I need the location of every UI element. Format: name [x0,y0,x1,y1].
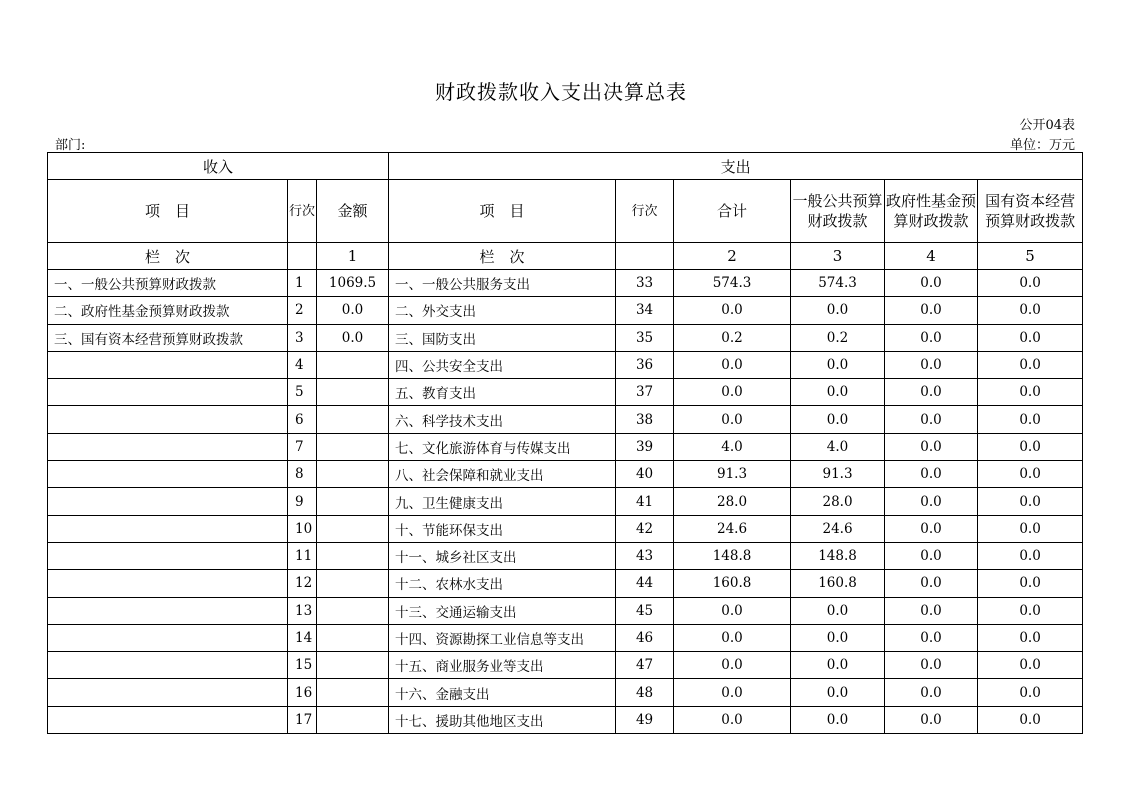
income-item-cell [48,379,288,406]
income-amount-cell [317,706,389,733]
income-item-cell [48,351,288,378]
income-item-cell [48,706,288,733]
total-cell: 28.0 [674,488,791,515]
table-row [48,652,1083,679]
expense-row-no-cell: 34 [616,297,674,324]
expense-item-cell: 一、一般公共服务支出 [389,270,616,297]
income-amount-cell [317,652,389,679]
table-row [48,679,1083,706]
fund-budget-cell: 0.0 [885,461,978,488]
income-amount-cell: 0.0 [317,324,389,351]
total-cell: 574.3 [674,270,791,297]
expense-item-cell: 六、科学技术支出 [389,406,616,433]
fund-budget-cell: 0.0 [885,270,978,297]
general-budget-header: 一般公共预算财政拨款 [791,180,885,243]
expense-item-cell: 十二、农林水支出 [389,570,616,597]
expense-row-no-cell: 45 [616,597,674,624]
expense-item-cell: 十、节能环保支出 [389,515,616,542]
expense-item-cell: 五、教育支出 [389,379,616,406]
income-row-no-cell: 4 [288,351,317,378]
income-row-no-cell: 7 [288,433,317,460]
total-cell: 0.0 [674,379,791,406]
capital-budget-cell: 0.0 [978,433,1083,460]
general-budget-cell: 91.3 [791,461,885,488]
income-row-no-cell: 9 [288,488,317,515]
fund-budget-cell: 0.0 [885,297,978,324]
income-row-no-cell: 13 [288,597,317,624]
general-budget-cell: 0.0 [791,652,885,679]
fund-budget-cell: 0.0 [885,324,978,351]
table-row [48,297,1083,324]
col-number-2: 2 [674,243,791,270]
income-lanci-blank [288,243,317,270]
expense-row-no-cell: 33 [616,270,674,297]
capital-budget-cell: 0.0 [978,706,1083,733]
income-row-no-cell: 2 [288,297,317,324]
expense-item-cell: 二、外交支出 [389,297,616,324]
capital-budget-cell: 0.0 [978,461,1083,488]
expense-row-no-cell: 39 [616,433,674,460]
table-row [48,488,1083,515]
table-row [48,406,1083,433]
fund-budget-cell: 0.0 [885,406,978,433]
capital-budget-cell: 0.0 [978,379,1083,406]
fund-budget-cell: 0.0 [885,379,978,406]
total-cell: 0.0 [674,706,791,733]
general-budget-cell: 0.0 [791,379,885,406]
income-row-no-cell: 8 [288,461,317,488]
col-number-3: 3 [791,243,885,270]
income-row-no-cell: 11 [288,542,317,569]
expense-item-cell: 十六、金融支出 [389,679,616,706]
income-row-no-cell: 10 [288,515,317,542]
expense-item-cell: 四、公共安全支出 [389,351,616,378]
expense-row-no-cell: 40 [616,461,674,488]
capital-budget-cell: 0.0 [978,624,1083,651]
capital-budget-cell: 0.0 [978,324,1083,351]
expense-row-no-cell: 43 [616,542,674,569]
income-amount-header: 金额 [317,180,389,243]
fund-budget-cell: 0.0 [885,351,978,378]
income-amount-cell [317,433,389,460]
expense-item-cell: 九、卫生健康支出 [389,488,616,515]
capital-budget-cell: 0.0 [978,406,1083,433]
income-amount-cell [317,542,389,569]
capital-budget-cell: 0.0 [978,515,1083,542]
expense-item-cell: 十七、援助其他地区支出 [389,706,616,733]
income-lanci-label: 栏 次 [48,243,288,270]
income-amount-cell [317,624,389,651]
capital-budget-cell: 0.0 [978,652,1083,679]
expense-row-no-cell: 37 [616,379,674,406]
form-number: 公开04表 [1019,118,1075,133]
general-budget-cell: 0.0 [791,351,885,378]
income-item-cell: 三、国有资本经营预算财政拨款 [48,324,288,351]
general-budget-cell: 574.3 [791,270,885,297]
table-row [48,379,1083,406]
total-cell: 24.6 [674,515,791,542]
fund-budget-cell: 0.0 [885,433,978,460]
income-row-no-cell: 6 [288,406,317,433]
expense-item-cell: 十五、商业服务业等支出 [389,652,616,679]
general-budget-cell: 0.0 [791,297,885,324]
expense-lanci-label: 栏 次 [389,243,616,270]
income-amount-cell [317,597,389,624]
total-cell: 91.3 [674,461,791,488]
total-cell: 0.0 [674,597,791,624]
expense-row-no-cell: 44 [616,570,674,597]
expense-row-no-cell: 35 [616,324,674,351]
total-cell: 148.8 [674,542,791,569]
fund-budget-cell: 0.0 [885,515,978,542]
table-row [48,570,1083,597]
table-row [48,270,1083,297]
table-row [48,324,1083,351]
page-title: 财政拨款收入支出决算总表 [435,80,687,104]
income-amount-cell [317,570,389,597]
income-item-cell [48,515,288,542]
income-amount-cell [317,515,389,542]
general-budget-cell: 4.0 [791,433,885,460]
table-row [48,515,1083,542]
fund-budget-cell: 0.0 [885,542,978,569]
expense-row-no-cell: 38 [616,406,674,433]
income-row-no-cell: 1 [288,270,317,297]
fund-budget-header: 政府性基金预算财政拨款 [885,180,978,243]
income-amount-cell [317,488,389,515]
income-item-cell [48,461,288,488]
expense-item-cell: 十四、资源勘探工业信息等支出 [389,624,616,651]
income-row-no-cell: 15 [288,652,317,679]
general-budget-cell: 0.0 [791,679,885,706]
income-item-cell [48,433,288,460]
fund-budget-cell: 0.0 [885,624,978,651]
income-row-no-cell: 14 [288,624,317,651]
total-cell: 160.8 [674,570,791,597]
general-budget-cell: 0.0 [791,597,885,624]
income-item-header: 项 目 [48,180,288,243]
income-row-no-cell: 12 [288,570,317,597]
capital-budget-cell: 0.0 [978,297,1083,324]
total-cell: 0.0 [674,406,791,433]
capital-budget-cell: 0.0 [978,597,1083,624]
expense-row-no-header: 行次 [616,180,674,243]
income-section-header: 收入 [48,153,389,180]
income-amount-cell: 1069.5 [317,270,389,297]
fund-budget-cell: 0.0 [885,488,978,515]
income-item-cell [48,406,288,433]
section-header-row [48,153,1083,180]
income-item-cell: 一、一般公共预算财政拨款 [48,270,288,297]
budget-summary-table [47,152,1083,734]
total-cell: 0.0 [674,679,791,706]
income-item-cell [48,570,288,597]
expense-row-no-cell: 46 [616,624,674,651]
expense-item-cell: 十三、交通运输支出 [389,597,616,624]
col-number-4: 4 [885,243,978,270]
income-amount-cell: 0.0 [317,297,389,324]
income-amount-cell [317,679,389,706]
general-budget-cell: 0.2 [791,324,885,351]
capital-budget-cell: 0.0 [978,270,1083,297]
fund-budget-cell: 0.0 [885,570,978,597]
income-item-cell [48,624,288,651]
capital-budget-header: 国有资本经营预算财政拨款 [978,180,1083,243]
income-row-no-cell: 5 [288,379,317,406]
general-budget-cell: 0.0 [791,706,885,733]
column-number-row [48,243,1083,270]
total-cell: 0.0 [674,297,791,324]
total-cell: 0.0 [674,652,791,679]
income-item-cell [48,597,288,624]
total-cell: 0.0 [674,624,791,651]
expense-lanci-blank [616,243,674,270]
table-row [48,597,1083,624]
income-amount-cell [317,351,389,378]
total-cell: 0.2 [674,324,791,351]
income-row-no-cell: 17 [288,706,317,733]
total-header: 合计 [674,180,791,243]
table-row [48,433,1083,460]
general-budget-cell: 160.8 [791,570,885,597]
expense-item-cell: 十一、城乡社区支出 [389,542,616,569]
expense-row-no-cell: 41 [616,488,674,515]
capital-budget-cell: 0.0 [978,542,1083,569]
expense-row-no-cell: 47 [616,652,674,679]
total-cell: 4.0 [674,433,791,460]
fund-budget-cell: 0.0 [885,706,978,733]
table-row [48,624,1083,651]
capital-budget-cell: 0.0 [978,679,1083,706]
expense-section-header: 支出 [389,153,1083,180]
income-item-cell: 二、政府性基金预算财政拨款 [48,297,288,324]
income-amount-cell [317,406,389,433]
income-item-cell [48,652,288,679]
total-cell: 0.0 [674,351,791,378]
expense-row-no-cell: 42 [616,515,674,542]
department-label: 部门: [55,138,86,153]
col-number-5: 5 [978,243,1083,270]
general-budget-cell: 28.0 [791,488,885,515]
expense-item-cell: 三、国防支出 [389,324,616,351]
general-budget-cell: 0.0 [791,624,885,651]
general-budget-cell: 148.8 [791,542,885,569]
income-item-cell [48,488,288,515]
capital-budget-cell: 0.0 [978,488,1083,515]
general-budget-cell: 0.0 [791,406,885,433]
expense-row-no-cell: 36 [616,351,674,378]
expense-row-no-cell: 49 [616,706,674,733]
income-row-no-cell: 3 [288,324,317,351]
income-item-cell [48,679,288,706]
column-header-row [48,180,1083,243]
expense-item-cell: 八、社会保障和就业支出 [389,461,616,488]
table-row [48,351,1083,378]
fund-budget-cell: 0.0 [885,652,978,679]
expense-item-cell: 七、文化旅游体育与传媒支出 [389,433,616,460]
table-row [48,461,1083,488]
capital-budget-cell: 0.0 [978,351,1083,378]
income-row-no-cell: 16 [288,679,317,706]
capital-budget-cell: 0.0 [978,570,1083,597]
fund-budget-cell: 0.0 [885,679,978,706]
table-row [48,542,1083,569]
fund-budget-cell: 0.0 [885,597,978,624]
income-row-no-header: 行次 [288,180,317,243]
table-row [48,706,1083,733]
col-number-1: 1 [317,243,389,270]
income-amount-cell [317,461,389,488]
income-amount-cell [317,379,389,406]
expense-item-header: 项 目 [389,180,616,243]
income-item-cell [48,542,288,569]
unit-label: 单位：万元 [1009,138,1075,153]
expense-row-no-cell: 48 [616,679,674,706]
general-budget-cell: 24.6 [791,515,885,542]
